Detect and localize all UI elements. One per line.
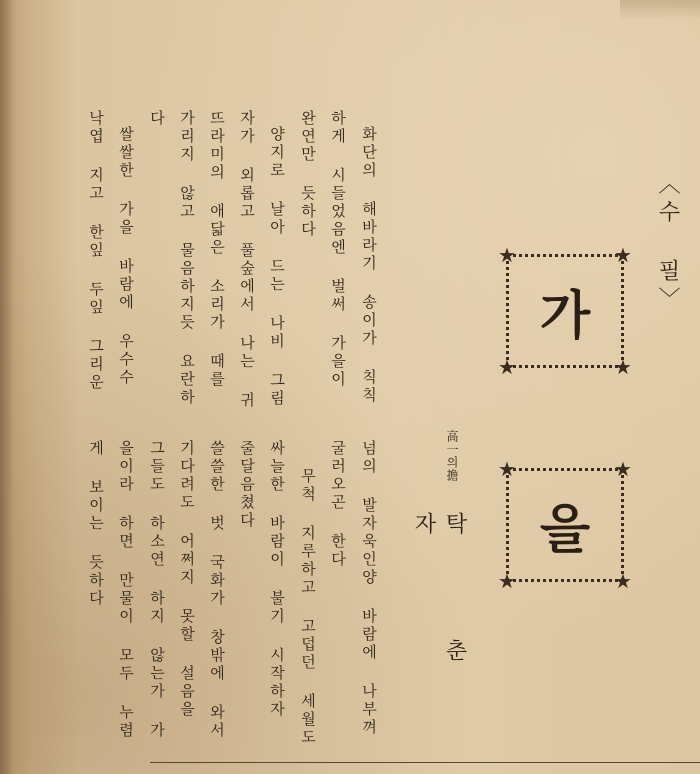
star-icon: ★ xyxy=(498,457,516,481)
author-affiliation: 高一의擔 xyxy=(445,430,459,482)
body-column-1-bottom: 넘의 발자욱인양 바람에 나부껴 xyxy=(360,440,378,737)
body-column-3-bottom: 무척 지루하고 고덥던 세월도 xyxy=(299,468,317,747)
body-column-9-bottom: 을이라 하면 만물이 모두 누렴 xyxy=(117,440,135,740)
body-column-10-bottom: 게 보이는 듯하다 xyxy=(87,440,105,608)
body-column-4-bottom: 싸늘한 바람이 불기 시작하자 xyxy=(268,440,286,719)
body-column-2-bottom: 굴러오곤 한다 xyxy=(329,440,347,569)
body-column-5-top: 자가 외롭고 풀숲에서 나는 귀 xyxy=(238,110,256,410)
page-edge-stain xyxy=(620,0,700,20)
section-label: 〈수 필〉 xyxy=(655,172,680,315)
page-fold-shadow xyxy=(0,0,14,774)
body-column-6-top: 뜨라미의 애닯은 소리가 때를 xyxy=(208,110,226,389)
star-icon: ★ xyxy=(614,355,632,379)
body-column-5-bottom: 줄달음쳤다 xyxy=(238,440,256,530)
body-column-7-bottom: 기다려도 어쩌지 못할 설음을 xyxy=(178,440,196,719)
body-column-8-top: 다 xyxy=(148,110,166,128)
star-icon: ★ xyxy=(614,569,632,593)
title-char-2: 을 xyxy=(539,500,591,561)
body-column-9-top: 쌀쌀한 가을 바람에 우수수 xyxy=(117,126,135,387)
body-column-10-top: 낙엽 지고 한잎 두잎 그리운 xyxy=(87,110,105,392)
body-column-1-top: 화단의 해바라기 송이가 칙칙 xyxy=(360,126,378,405)
body-column-2-top: 하게 시들었음엔 벌써 가을이 xyxy=(329,110,347,389)
title-box-2 xyxy=(498,457,632,593)
star-icon: ★ xyxy=(498,243,516,267)
body-column-3-top: 완연만 듯하다 xyxy=(299,110,317,239)
star-icon: ★ xyxy=(614,243,632,267)
star-icon: ★ xyxy=(498,569,516,593)
title-char-1: 가 xyxy=(539,286,591,347)
bottom-rule xyxy=(150,762,700,763)
body-column-8-bottom: 그들도 하소연 하지 않는가 가 xyxy=(148,440,166,740)
author-name: 탁 춘 자 xyxy=(411,512,467,701)
body-column-7-top: 가리지 않고 물음하지듯 요란하 xyxy=(178,110,196,407)
body-column-4-top: 양지로 날아 드는 나비 그림 xyxy=(268,126,286,408)
title-box-1 xyxy=(498,243,632,379)
star-icon: ★ xyxy=(498,355,516,379)
body-column-6-bottom: 쓸쓸한 벗 국화가 창밖에 와서 xyxy=(208,440,226,740)
star-icon: ★ xyxy=(614,457,632,481)
